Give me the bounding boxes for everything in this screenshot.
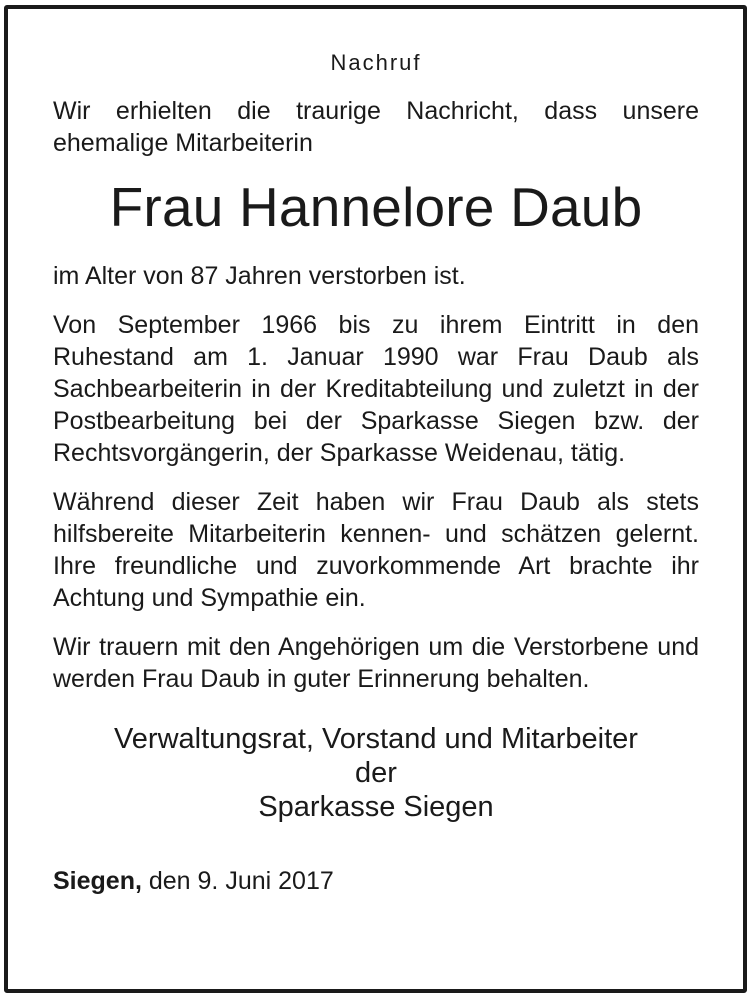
- obituary-notice: [53, 46, 699, 897]
- notice-heading: Nachruf: [330, 50, 422, 75]
- mourning-paragraph: Wir trauern mit den Angehörigen um die Verstorbene und werden Frau Daub in guter Erinnerung behalten.: [53, 633, 699, 693]
- deceased-name: Frau Hannelore Daub: [109, 176, 643, 238]
- tribute-paragraph: Während dieser Zeit haben wir Frau Daub als stets hilfsbereite Mitarbeiterin kennen- und schätzen gelernt. Ihre freundliche und zuvorkommende Art brachte ihr Achtung und Sympathie ein.: [53, 488, 699, 612]
- signature-line-1: Verwaltungsrat, Vorstand und Mitarbeiter: [114, 723, 638, 755]
- signature-line-3: Sparkasse Siegen: [258, 791, 494, 823]
- career-paragraph: Von September 1966 bis zu ihrem Eintritt in den Ruhestand am 1. Januar 1990 war Frau Daub als Sachbearbeiterin in der Kreditabteilung und zuletzt in der Postbearbeitung bei der Sparkasse Siegen bzw. der Rechtsvorgängerin, der Sparkasse Weidenau, tätig.: [53, 311, 699, 467]
- dateline: [53, 865, 699, 897]
- age-line: im Alter von 87 Jahren verstorben ist.: [53, 262, 466, 290]
- intro-text: Wir erhielten die traurige Nachricht, dass unsere ehemalige Mitarbeiterin: [53, 97, 699, 157]
- signature-block: [53, 722, 699, 824]
- dateline-date: den 9. Juni 2017: [148, 867, 334, 895]
- dateline-city: Siegen,: [53, 867, 142, 895]
- signature-line-2: der: [355, 757, 397, 789]
